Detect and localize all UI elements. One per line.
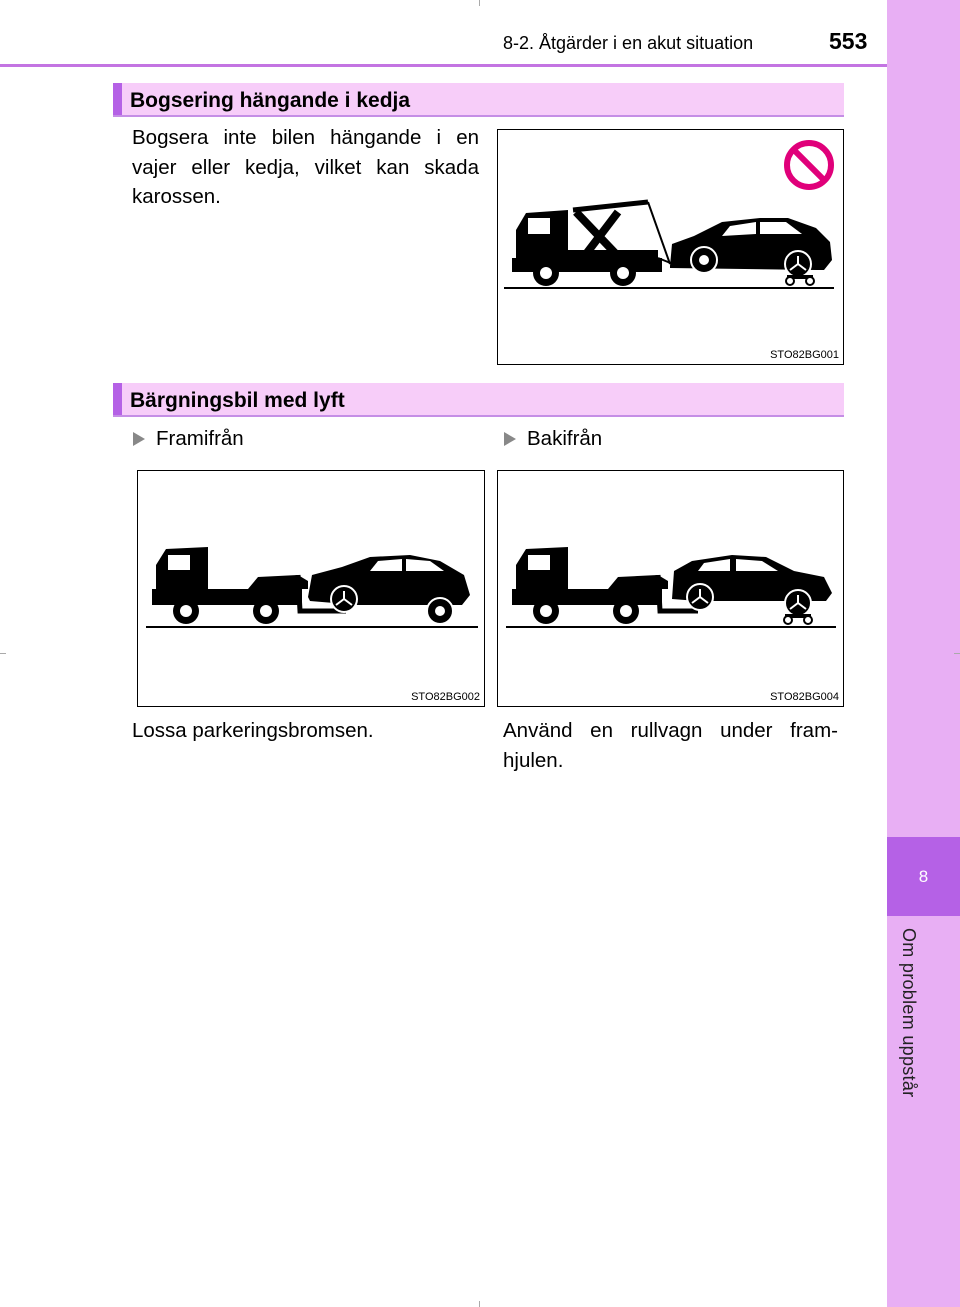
subheading-front-label: Framifrån: [156, 427, 244, 450]
chain-towing-text: Bogsera inte bilen hängande i en vajer eller kedja, vilket kan skada karossen.: [132, 126, 479, 208]
triangle-bullet-icon: [504, 432, 516, 446]
figure-code: STO82BG001: [770, 349, 839, 361]
chapter-number-tab: [887, 837, 960, 916]
section-header-accent: [113, 83, 122, 115]
crop-mark: [954, 653, 960, 654]
figure-tow-front: [137, 470, 485, 707]
tow-front-illustration: [138, 471, 486, 708]
triangle-bullet-icon: [133, 432, 145, 446]
subheading-rear-label: Bakifrån: [527, 427, 603, 450]
crop-mark: [0, 653, 6, 654]
section-title: Bärgningsbil med lyft: [130, 389, 345, 412]
figure-tow-rear: [497, 470, 844, 707]
crop-mark: [479, 0, 480, 6]
subheading-front: [133, 427, 244, 451]
section-header-accent: [113, 383, 122, 415]
figure-code: STO82BG002: [411, 691, 480, 703]
tow-rear-illustration: [498, 471, 845, 708]
subheading-rear: [504, 427, 602, 451]
caption-rear: Använd en rullvagn under fram-hjulen.: [503, 719, 838, 772]
header-section-title: 8-2. Åtgärder i en akut situation: [503, 33, 754, 53]
figure-code: STO82BG004: [770, 691, 839, 703]
figure-chain-towing: [497, 129, 844, 365]
section-title: Bogsering hängande i kedja: [130, 89, 411, 112]
section-header-chain-towing: [113, 83, 844, 117]
chapter-number: 8: [918, 866, 929, 886]
section-header-tow-truck-lift: [113, 383, 844, 417]
caption-front: Lossa parkeringsbromsen.: [132, 719, 374, 742]
header-rule: [0, 64, 887, 67]
page-number: 553: [829, 28, 868, 54]
crop-mark: [479, 1301, 480, 1307]
chain-towing-illustration: [498, 130, 845, 366]
chapter-title: Om problem uppstår: [899, 928, 919, 1098]
